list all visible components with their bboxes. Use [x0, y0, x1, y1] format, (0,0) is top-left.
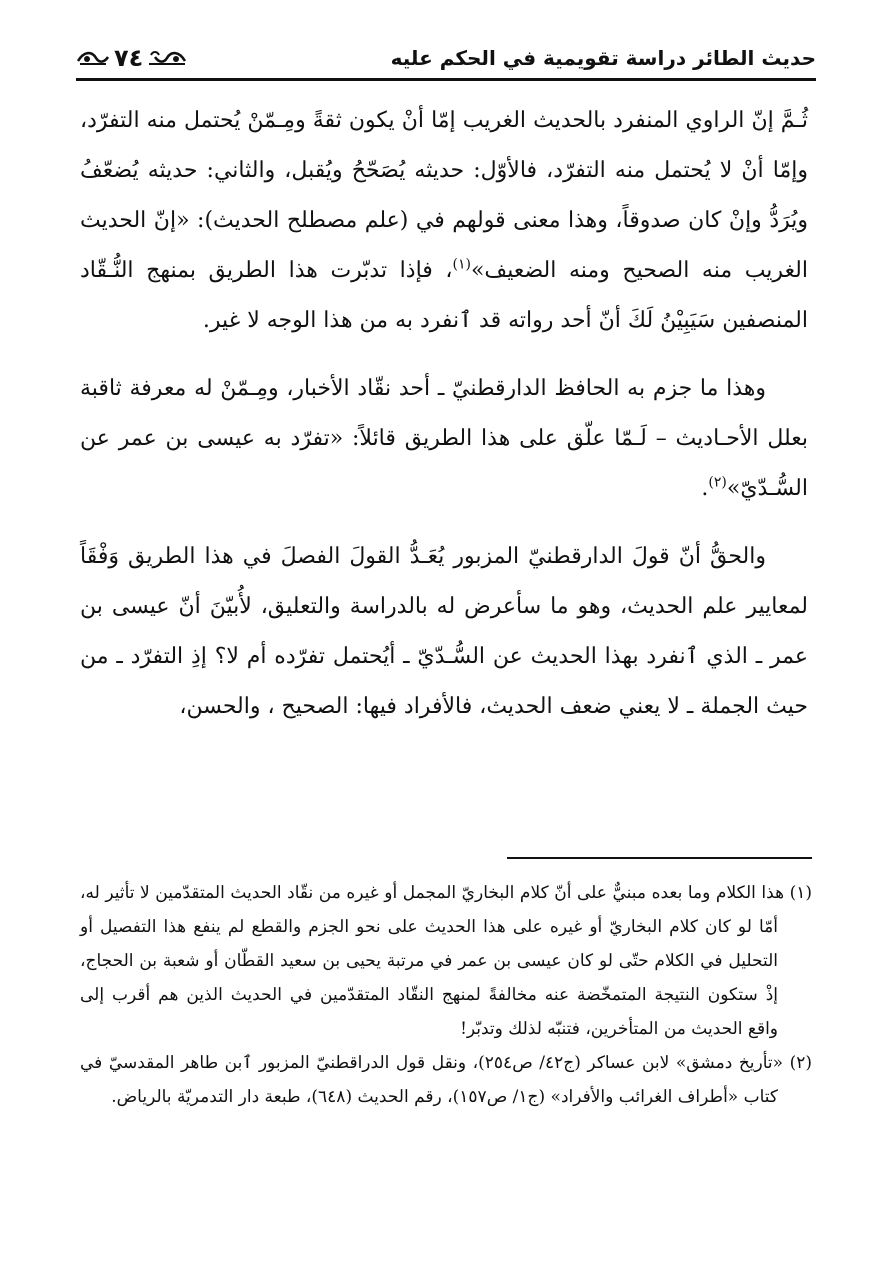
paragraph-1: ثُـمَّ إنّ الراوي المنفرد بالحديث الغريب إمّا أنْ يكون ثقةً ومِـمّنْ يُحتمل منه التفرّد، وإمّا أنْ لا يُحتمل منه التفرّد، فالأوّل: حديثه يُصَحّحُ ويُقبل، والثاني: حديثه يُضعّفُ ويُرَدُّ وإنْ كان صدوقاً، وهذا معنى قولهم في (علم مصطلح الحديث): «إنّ الحديث الغريب منه الصحيح ومنه الضعيف»$^{(١)}$، فإذا تدبّرت هذا الطريق بمنهج النُّـقّاد المنصفين سَيَبِيْنُ لَكَ أنّ أحد رواته قد ٱنفرد به من هذا الوجه لا غير.: [80, 108, 808, 333]
main-text: [80, 96, 808, 750]
footnote-ref-2: (٢): [708, 474, 727, 491]
footnote-ref-1: (١): [452, 256, 471, 273]
ornament-left-icon: [76, 49, 110, 67]
footnote-separator: [507, 857, 812, 859]
ornament-right-icon: [147, 49, 187, 67]
paragraph-3: والحقُّ أنّ قولَ الدارقطنيّ المزبور يُعَـدُّ القولَ الفصلَ في هذا الطريق وَفْقَاً لمعايير علم الحديث، وهو ما سأعرض له بالدراسة والتعليق، لأُبيّنَ أنّ عيسى بن عمر ـ الذي ٱنفرد بهذا الحديث عن السُّـدّيّ ـ أيُحتمل تفرّده أم لا؟ إذِ التفرّد ـ من حيث الجملة ـ لا يعني ضعف الحديث، فالأفراد فيها: الصحيح ، والحسن،: [80, 544, 808, 719]
page-number: ٧٤: [114, 44, 144, 72]
running-title: حديث الطائر دراسة تقويمية في الحكم عليه: [390, 46, 816, 70]
page-number-ornament: [76, 44, 187, 72]
running-header: [76, 38, 816, 78]
paragraph-2: وهذا ما جزم به الحافظ الدارقطنيّ ـ أحد نقّاد الأخبار، ومِـمّنْ له معرفة ثاقبة بعلل الأحـاديث – لَـمّا علّق على هذا الطريق قائلاً: «تفرّد به عيسى بن عمر عن السُّـدّيّ»$^{(٢)}$.: [80, 376, 808, 501]
header-rule: [76, 78, 816, 81]
footnote-2: (٢) «تأريخ دمشق» لابن عساكر (ج٤٢/ ص٢٥٤)، ونقل قول الدراقطنيّ المزبور ٱبن طاهر المقدسيّ في كتاب «أطراف الغرائب والأفراد» (ج١/ ص١٥٧)، رقم الحديث (٦٤٨)، طبعة دار التدمريّة بالرياض.: [80, 1053, 813, 1107]
footnote-1: (١) هذا الكلام وما بعده مبنيٌّ على أنّ كلام البخاريّ المجمل أو غيره من نقّاد الحديث المتقدّمين لا تأثير له، أمّا لو كان كلام البخاريّ أو غيره على هذا الحديث على نحو الجزم والقطع لم ينفع هذا التفصيل أو التحليل في الكلام حتّى لو كان عيسى بن عمر في مرتبة يحيى بن سعيد القطّان أو شعبة بن الحجاج، إذْ ستكون النتيجة المتمخّضة عنه مخالفةً لمنهج النقّاد المتقدّمين في الحديث الذين هم أقرب إلى واقع الحديث من المتأخرين، فتنبّه لذلك وتدبّر!: [80, 883, 812, 1039]
footnotes: [80, 876, 812, 1114]
